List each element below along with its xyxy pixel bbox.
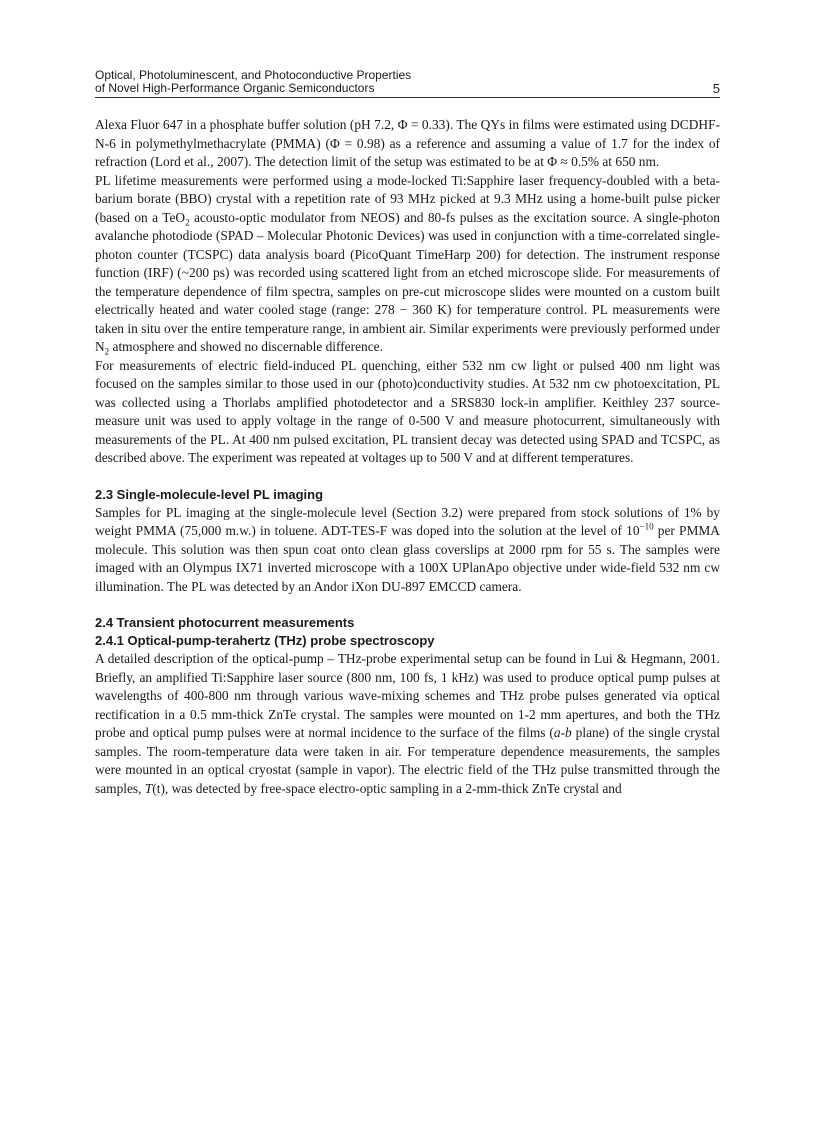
page-number: 5 [712, 81, 720, 96]
header-title-line-2: of Novel High-Performance Organic Semiconductors [95, 81, 375, 95]
subscript: 2 [104, 346, 110, 357]
italic-text: a-b [553, 725, 572, 740]
italic-text: T [144, 780, 153, 796]
text-run: Samples for PL imaging at the single-molecule level (Section 3.2) were prepared from stock solutions of 1% by weight PMMA (75,000 m.w.) in toluene. ADT-TES-F was doped into the solution at the level of 10 [95, 504, 720, 538]
subscript: 2 [185, 217, 190, 228]
paragraph-pl-lifetime [95, 172, 720, 357]
superscript: −10 [639, 521, 654, 532]
paragraph-thz [95, 650, 720, 798]
text-run: PL lifetime measurements were performed using a mode-locked Ti:Sapphire laser frequency-doubled with a beta-barium borate (BBO) crystal with a repetition rate of 93 MHz picked at 9.3 MHz using a home-built pulse picker (based on a TeO [95, 172, 720, 225]
text-run: (t), was detected by free-space electro-optic sampling in a 2-mm-thick ZnTe crystal and [152, 780, 622, 796]
header-title-line-1: Optical, Photoluminescent, and Photoconductive Properties [95, 68, 412, 82]
text-run: atmosphere and showed no discernable difference. [109, 339, 383, 354]
page-body [95, 116, 720, 798]
text-run: acousto-optic modulator from NEOS) and 80-fs pulses as the excitation source. A single-photon avalanche photodiode (SPAD – Molecular Photonic Devices) was used in conjunction with a time-correlated single-photon counter (TCSPC) data analysis board (PicoQuant TimeHarp 200) for detection. The instrument response function (IRF) (~200 ps) was recorded using scattered light from an etched microscope slide. For measurements of the temperature dependence of film spectra, samples on pre-cut microscope slides were mounted on a custom built electrically heated and water cooled stage (range: 278 − 360 K) for temperature control. PL measurements were taken in situ over the entire temperature range, in ambient air. Similar experiments were previously performed under N [95, 209, 720, 354]
paragraph-qy: Alexa Fluor 647 in a phosphate buffer solution (pH 7.2, Φ = 0.33). The QYs in films were estimated using DCDHF-N-6 in polymethylmethacrylate (PMMA) (Φ = 0.98) as a reference and assuming a value of 1.7 for the index of refraction (Lord et al., 2007). The detection limit of the setup was estimated to be at Φ ≈ 0.5% at 650 nm. [95, 117, 720, 169]
running-header [95, 69, 720, 98]
paragraph-field-quenching: For measurements of electric field-induced PL quenching, either 532 nm cw light or pulsed 400 nm light was focused on the samples similar to those used in our (photo)conductivity studies. At 532 nm cw photoexcitation, PL was collected using a Thorlabs amplified photodetector and a SRS830 lock-in amplifier. Keithley 237 source-measure unit was used to apply voltage in the range of 0-500 V and measure photocurrent, simultaneously with measurements of the PL. At 400 nm pulsed excitation, PL transient decay was detected using SPAD and TCSPC, as described above. The experiment was repeated at voltages up to 500 V and at different temperatures. [95, 357, 720, 465]
paragraph-single-molecule [95, 504, 720, 597]
text-run: A detailed description of the optical-pump – THz-probe experimental setup can be found in Lui & Hegmann, 2001. Briefly, an amplified Ti:Sapphire laser source (800 nm, 100 fs, 1 kHz) was used to produce optical pump pulses at wavelengths of 400-800 nm through various wave-mixing schemes and THz probe pulses generated via optical rectification in a 0.5 mm-thick ZnTe crystal. The samples were mounted on 1-2 mm apertures, and both the THz probe and optical pump pulses were at normal incidence to the surface of the films ( [95, 651, 720, 740]
section-heading-2-3: 2.3 Single-molecule-level PL imaging [95, 486, 324, 502]
text-run: plane) of the single crystal samples. The room-temperature data were taken in air. For temperature dependence measurements, the samples were mounted in an optical cryostat (sample in vapor). The electric field of the THz pulse transmitted through the samples, [95, 725, 721, 796]
text-run: per PMMA molecule. This solution was then spun coat onto clean glass coverslips at 2000 rpm for 55 s. The samples were imaged with an Olympus IX71 inverted microscope with a 100X UPlanApo objective under wide-field 532 nm cw illumination. The PL was detected by an Andor iXon DU-897 EMCCD camera. [95, 523, 720, 594]
section-heading-2-4: 2.4 Transient photocurrent measurements [95, 615, 355, 630]
section-heading-2-4-1: 2.4.1 Optical-pump-terahertz (THz) probe spectroscopy [95, 633, 435, 648]
